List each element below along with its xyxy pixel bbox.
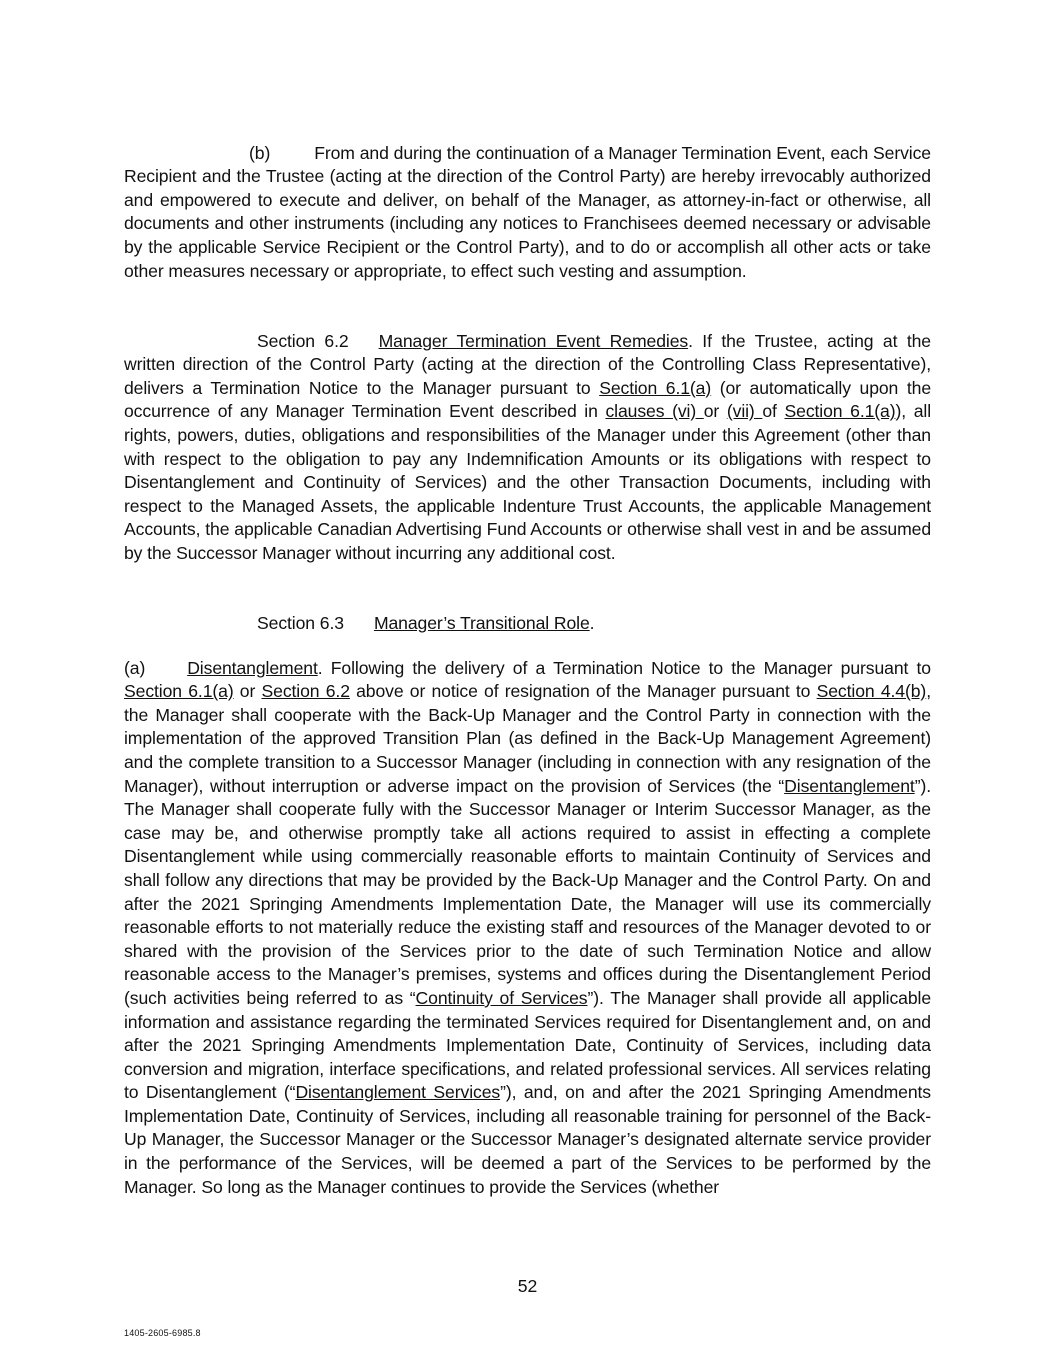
cross-reference: Section 4.4(b): [816, 681, 927, 702]
defined-term: Continuity of Services: [415, 987, 588, 1008]
cross-reference: (vii): [726, 401, 763, 422]
paragraph-a-text: ”). The Manager shall provide all applicable information and assistance regarding the terminated Services required for Disentanglement and, on and after the 2021 Springing Amendments Implementation Date, Continuity of Services, including data conversion and migration, interface specifications, and related professional services. All services relating to Disentanglement (“: [124, 987, 932, 1103]
section-6-2-text: ), all rights, powers, duties, obligations and responsibilities of the Manager under this Agreement (other than with respect to the obligation to pay any Indemnification Amounts or its obligations with respect to Disentanglement and Continuity of Services) and the other Transaction Documents, including with respect to the Managed Assets, the applicable Indenture Trust Accounts, the applicable Management Accounts, the applicable Canadian Advertising Fund Accounts or otherwise shall vest in and be assumed by the Successor Manager without incurring any additional cost.: [124, 401, 932, 563]
paragraph-a-text: or: [233, 681, 262, 702]
paragraph-a-label: (a): [124, 657, 146, 678]
cross-reference: Section 6.1(a): [784, 401, 896, 422]
section-6-2-text: or: [703, 401, 727, 422]
section-6-3-number: Section 6.3: [257, 612, 344, 633]
cross-reference: Section 6.1(a): [124, 681, 234, 702]
paragraph-a-text: above or notice of resignation of the Manager pursuant to: [349, 681, 817, 702]
paragraph-a-text: ”). The Manager shall cooperate fully with the Successor Manager or Interim Successor Manager, as the case may be, and otherwise promptly take all actions required to assist in effecting a complete Disentanglement while using commercially reasonable efforts to maintain Continuity of Services and shall follow any directions that may be provided by the Back-Up Manager and the Control Party. On and after the 2021 Springing Amendments Implementation Date, the Manager will use its commercially reasonable efforts to not materially reduce the existing staff and resources of the Manager devoted to or shared with the provision of the Services prior to the date of such Termination Notice and allow reasonable access to the Manager’s premises, systems and offices during the Disentanglement Period (such activities being referred to as “: [124, 775, 931, 1008]
page-number: 52: [517, 1276, 538, 1296]
section-6-2-text: of: [762, 401, 785, 422]
document-id: 1405-2605-6985.8: [124, 1328, 201, 1338]
section-6-3-heading: Manager’s Transitional Role: [373, 612, 590, 633]
section-6-2-text: (or automatically upon the occurrence of any Manager Termination Event described in: [124, 377, 932, 422]
section-6-3: [124, 612, 931, 636]
cross-reference: Section 6.1(a): [599, 377, 712, 398]
section-6-2-text: . If the Trustee, acting at the written direction of the Control Party (acting at the direction of the Controlling Class Representative), delivers a Termination Notice to the Manager pursuant to: [124, 330, 931, 398]
section-6-2-heading: Manager Termination Event Remedies: [378, 330, 689, 351]
section-6-3-period: .: [589, 612, 595, 633]
paragraph-b: [124, 142, 931, 284]
paragraph-a-text: . Following the delivery of a Termination Notice to the Manager pursuant to: [317, 657, 931, 678]
section-6-2-number: Section 6.2: [257, 330, 349, 351]
cross-reference: Section 6.2: [261, 681, 350, 702]
section-6-2: [124, 330, 931, 566]
paragraph-a-text: , the Manager shall cooperate with the Back-Up Manager and the Control Party in connection with the implementation of the approved Transition Plan (as defined in the Back-Up Management Agreement) and the complete transition to a Successor Manager (including in connection with any resignation of the Manager), without interruption or adverse impact on the provision of Services (the “: [124, 681, 931, 796]
defined-term: Disentanglement Services: [295, 1082, 501, 1103]
paragraph-a-text: ”), and, on and after the 2021 Springing Amendments Implementation Date, Continuity of Services, including all reasonable training for personnel of the Back-Up Manager, the Successor Manager or the Successor Manager’s designated alternate service provider in the performance of the Services, will be deemed a part of the Services to be performed by the Manager. So long as the Manager continues to provide the Services (whether: [124, 1082, 931, 1197]
defined-term: Disentanglement: [784, 775, 915, 796]
paragraph-a: [124, 657, 931, 1200]
paragraph-a-heading: Disentanglement: [187, 657, 318, 678]
cross-reference: clauses (vi): [605, 401, 704, 422]
paragraph-b-text: From and during the continuation of a Manager Termination Event, each Service Recipient and the Trustee (acting at the direction of the Control Party) are hereby irrevocably authorized and empowered to execute and deliver, on behalf of the Manager, as attorney-in-fact or otherwise, all documents and other instruments (including any notices to Franchisees deemed necessary or advisable by the applicable Service Recipient or the Control Party), and to do or accomplish all other acts or take other measures necessary or appropriate, to effect such vesting and assumption.: [124, 142, 931, 281]
paragraph-b-label: (b): [249, 142, 271, 163]
